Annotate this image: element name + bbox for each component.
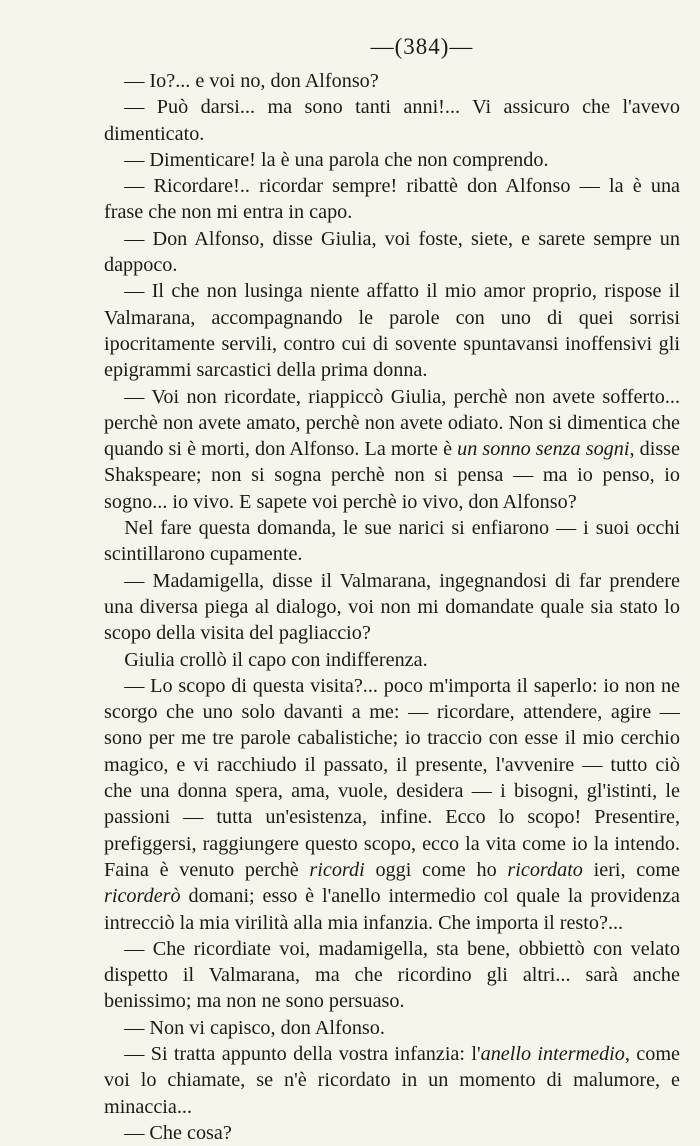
- paragraph: — Non vi capisco, don Alfonso.: [124, 1016, 385, 1039]
- paragraph: — Si tratta appunto della vostra infanzia: l'anello intermedio, come voi lo chiamate, se n'è ricordato in un momento di malumore, e minaccia...: [104, 1042, 681, 1118]
- paragraph: — Il che non lusinga niente affatto il mio amor proprio, rispose il Valmarana, accompagnando le parole con uno di quei sorrisi ipocritamente servili, contro cui di sovente spuntavansi inoffensivi gli epigrammi sarcastici della prima donna.: [104, 280, 680, 382]
- paragraph: — Dimenticare! la è una parola che non comprendo.: [124, 148, 549, 171]
- italic-phrase: ricordato: [507, 858, 583, 881]
- italic-phrase: ricorderò: [104, 885, 181, 908]
- italic-phrase: anello intermedio: [480, 1042, 625, 1065]
- paragraph: — Don Alfonso, disse Giulia, voi foste, siete, e sarete sempre un dappoco.: [104, 227, 680, 277]
- paragraph: — Madamigella, disse il Valmarana, ingegnandosi di far prendere una diversa piega al dialogo, voi non mi domandate quale sia stato lo scopo della visita del pagliaccio?: [104, 569, 680, 645]
- page-text: [104, 68, 680, 1146]
- paragraph: — Che ricordiate voi, madamigella, sta bene, obbiettò con velato dispetto il Valmarana, ma che ricordino gli altri... sarà anche benissimo; ma non ne sono persuaso.: [104, 937, 680, 1013]
- paragraph: — Io?... e voi no, don Alfonso?: [124, 70, 379, 92]
- page-number: —(384)—: [370, 34, 474, 59]
- italic-phrase: ricordi: [309, 858, 365, 881]
- paragraph: — Voi non ricordate, riappiccò Giulia, perchè non avete sofferto... perchè non avete amato, perchè non avete odiato. Non si dimentica che quando si è morti, don Alfonso. La morte è un sonno senza sogni, disse Shakspeare; non si sogna perchè non si pensa — ma io penso, io sogno... io vivo. E sapete voi perchè io vivo, don Alfonso?: [104, 385, 680, 513]
- italic-phrase: un sonno senza sogni: [457, 438, 630, 461]
- paragraph: — Lo scopo di questa visita?... poco m'importa il saperlo: io non ne scorgo che uno solo davanti a me: — ricordare, attendere, agire — sono per me tre parole cabalistiche; io traccio con esse il mio cerchio magico, e vi racchiudo il passato, il presente, l'avvenire — tutto ciò che una donna spera, ama, vuole, desidera — i bisogni, gl'istinti, le passioni — tutta un'esistenza, infine. Ecco lo scopo! Presentire, prefiggersi, raggiungere questo scopo, ecco la vita come io la intendo. Faina è venuto perchè ricordi oggi come ho ricordato ieri, come ricorderò domani; esso è l'anello intermedio col quale la providenza intrecciò la mia virilità alla mia infanzia. Che importa il resto?...: [104, 674, 680, 934]
- paragraph: Nel fare questa domanda, le sue narici si enfiarono — i suoi occhi scintillarono cupamente.: [104, 517, 680, 566]
- paragraph: — Che cosa?: [124, 1121, 232, 1144]
- paragraph: — Può darsi... ma sono tanti anni!... Vi assicuro che l'avevo dimenticato.: [104, 96, 680, 145]
- paragraph: — Ricordare!.. ricordar sempre! ribattè don Alfonso — la è una frase che non mi entra in capo.: [104, 175, 680, 224]
- paragraph: Giulia crollò il capo con indifferenza.: [124, 648, 428, 671]
